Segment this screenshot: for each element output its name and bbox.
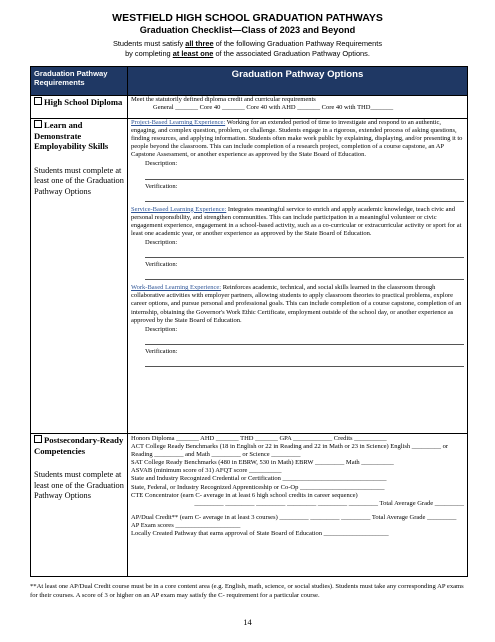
option-description xyxy=(131,284,464,324)
verification-line[interactable] xyxy=(145,269,464,280)
requirement-subtext: Students must complete at least one of the Graduation Pathway Options xyxy=(34,165,124,196)
options-cell xyxy=(128,434,468,577)
verification-line[interactable] xyxy=(145,191,464,202)
page-title: WESTFIELD HIGH SCHOOL GRADUATION PATHWAYS xyxy=(112,12,383,24)
option-link[interactable]: Service-Based Learning Experience: xyxy=(131,205,227,213)
page-subtitle: Graduation Checklist—Class of 2023 and Beyond xyxy=(139,25,356,35)
description-line[interactable] xyxy=(145,247,464,258)
footnote: **At least one AP/Dual Credit course must be in a core content area (e.g. English, math, science, or social studies). Students must take any corresponding AP exams for their courses. A score of 3 or higher on an AP exam may satisfy the C- requirement for a particular course. xyxy=(30,583,464,599)
options-cell xyxy=(128,119,468,434)
description-line[interactable] xyxy=(145,334,464,345)
instruction-line-2 xyxy=(0,49,495,58)
table-header-row xyxy=(31,67,468,96)
competency-line: CTE Concentrator (earn C- average in at least 6 high school credits in career sequence) xyxy=(131,491,358,499)
competency-line: ACT College Ready Benchmarks (18 in English or 22 in Reading and 22 in Math or 23 in Science) English _________ or Reading _________ and Math _________ or Science _________ xyxy=(131,443,449,459)
col-header-options: Graduation Pathway Options xyxy=(128,67,468,96)
requirement-cell xyxy=(31,119,128,434)
instruction-emphasis: all three xyxy=(185,39,214,48)
requirement-title: High School Diploma xyxy=(44,97,123,107)
requirement-subtext: Students must complete at least one of the Graduation Pathway Options xyxy=(34,470,124,500)
option-work-based xyxy=(131,284,464,367)
option-description xyxy=(131,206,464,238)
instruction-line-1 xyxy=(0,39,495,48)
verification-label: Verification: xyxy=(145,182,178,190)
competency-line: Honors Diploma _______ AHD _______ THD _______ GPA ____________ Credits __________ xyxy=(131,435,387,442)
instruction-text: Students must satisfy xyxy=(112,39,186,48)
row-postsecondary xyxy=(31,434,468,577)
checkbox-employability[interactable] xyxy=(34,120,42,128)
row-employability xyxy=(31,119,468,434)
col-header-requirements: Graduation Pathway Requirements xyxy=(31,67,128,96)
option-text: Reinforces academic, technical, and social skills learned in the classroom through collaborative activities with employer partners, allowing students to apply classroom theories to practical problems, explore career options, and pursue personal and professional goals. This can include completion of a course capstone, completion of an internship, obtaining the Governor's Work Ethic Certificate, employment outside of the school day, or another experience as approved by the State Board of Education. xyxy=(131,284,462,324)
description-line[interactable] xyxy=(145,169,464,180)
verification-label: Verification: xyxy=(145,261,178,269)
checkbox-diploma[interactable] xyxy=(34,97,42,105)
row-diploma xyxy=(31,96,468,119)
option-text: Integrates meaningful service to enrich and apply academic knowledge, teach civic and personal responsibility, and strengthen communities. This can include participation in a meaningful volunteer or civic engagement experience, engagement in a school-based activity, such as a co-curricular or extracurricular activity or sport for at least one academic year, or another experience as approved by the State Board of Education. xyxy=(131,205,462,237)
competency-line: SAT College Ready Benchmarks (480 in EBRW, 530 in Math) EBRW _________ Math __________ xyxy=(131,459,394,467)
instruction-emphasis: at least one xyxy=(172,49,214,58)
requirement-title: Learn and Demonstrate Employability Skills xyxy=(34,120,109,151)
verification-label: Verification: xyxy=(145,347,178,355)
description-label: Description: xyxy=(145,160,178,168)
competency-line: State, Federal, or Industry Recognized Apprenticeship or Co-Op __________________________ xyxy=(131,483,385,491)
page-number: 14 xyxy=(243,617,252,627)
competency-line: AP/Dual Credit** (earn C- average in at least 3 courses) _________ _________ _________ Total Average Grade _________ AP Exam scores ____________________ xyxy=(131,513,457,529)
option-text: Working for an extended period of time to investigate and respond to an authentic, engaging, and complex question, problem, or challenge. Students engage in a rigorous, extended process of asking questions, finding resources, and applying information. Students often make work public by explaining, displaying, and/or presenting it to people beyond the classroom. This can include completion of a research project, completion of a course capstone, an AP Capstone Assessment, or another experience as approved by the State Board of Education. xyxy=(131,119,463,159)
option-text: Meet the statutorily defined diploma credit and curricular requirements xyxy=(131,96,316,103)
competency-line: Locally Created Pathway that earns approval of State Board of Education ____________________ xyxy=(131,530,389,538)
requirement-cell xyxy=(31,434,128,577)
description-label: Description: xyxy=(145,239,178,247)
requirement-cell xyxy=(31,96,128,119)
options-cell xyxy=(128,96,468,119)
instruction-text: of the associated Graduation Pathway Options. xyxy=(213,49,370,58)
competency-line: State and Industry Recognized Credential or Certification ________________________________ xyxy=(131,475,387,483)
verification-line[interactable] xyxy=(145,356,464,367)
option-service-based xyxy=(131,206,464,281)
competency-line: ASVAB (minimum score of 31) AFQT score __________ xyxy=(131,467,282,475)
requirement-title: Postsecondary-Ready Competencies xyxy=(34,435,124,456)
option-link[interactable]: Project-Based Learning Experience: xyxy=(131,119,226,126)
pathway-table xyxy=(30,66,468,577)
description-label: Description: xyxy=(145,325,178,333)
instruction-text: by completing xyxy=(125,49,173,58)
option-link[interactable]: Work-Based Learning Experience: xyxy=(131,284,222,292)
option-project-based xyxy=(131,119,464,202)
diploma-type-line: General _______ Core 40 _______ Core 40 with AHD _______ Core 40 with THD_______ xyxy=(153,104,394,112)
checkbox-postsecondary[interactable] xyxy=(34,435,42,443)
instruction-text: of the following Graduation Pathway Requirements xyxy=(213,39,383,48)
competency-line: _________ _________ _________ _________ _________ _________ Total Average Grade _________ xyxy=(194,499,464,507)
option-description xyxy=(131,119,464,159)
